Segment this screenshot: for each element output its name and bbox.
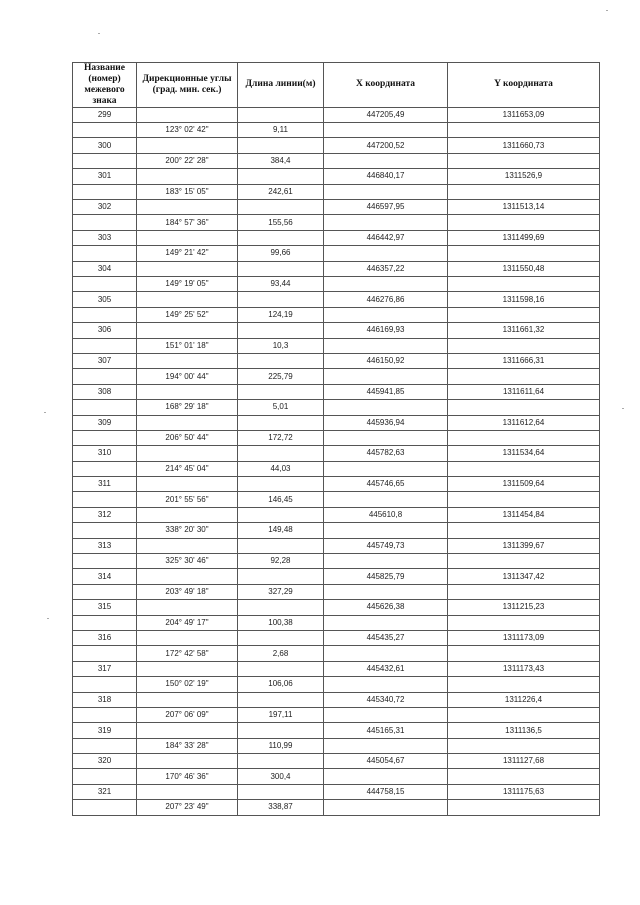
empty-cell	[238, 323, 324, 338]
y-coordinate-cell: 1311661,32	[448, 323, 600, 338]
line-length-cell: 225,79	[238, 369, 324, 384]
empty-cell	[448, 307, 600, 322]
table-row-segment	[73, 800, 600, 815]
table-row-point	[73, 630, 600, 645]
empty-cell	[448, 707, 600, 722]
table-row-segment	[73, 215, 600, 230]
x-coordinate-cell: 445746,65	[324, 477, 448, 492]
empty-cell	[448, 461, 600, 476]
x-coordinate-cell: 445825,79	[324, 569, 448, 584]
table-row-point	[73, 661, 600, 676]
line-length-cell: 338,87	[238, 800, 324, 815]
empty-cell	[448, 615, 600, 630]
empty-cell	[324, 246, 448, 261]
point-name-cell: 315	[73, 600, 137, 615]
y-coordinate-cell: 1311175,63	[448, 784, 600, 799]
direction-angle-cell: 338° 20' 30"	[137, 523, 238, 538]
table-row-segment	[73, 338, 600, 353]
line-length-cell: 384,4	[238, 153, 324, 168]
empty-cell	[448, 338, 600, 353]
table-row-point	[73, 477, 600, 492]
line-length-cell: 242,61	[238, 184, 324, 199]
empty-cell	[238, 384, 324, 399]
direction-angle-cell: 201° 55' 56"	[137, 492, 238, 507]
empty-cell	[137, 784, 238, 799]
point-name-cell: 313	[73, 538, 137, 553]
empty-cell	[73, 738, 137, 753]
x-coordinate-cell: 445432,61	[324, 661, 448, 676]
direction-angle-cell: 183° 15' 05"	[137, 184, 238, 199]
empty-cell	[137, 538, 238, 553]
line-length-cell: 99,66	[238, 246, 324, 261]
empty-cell	[73, 184, 137, 199]
y-coordinate-cell: 1311534,64	[448, 446, 600, 461]
empty-cell	[324, 369, 448, 384]
empty-cell	[238, 107, 324, 122]
empty-cell	[73, 338, 137, 353]
table-row-point	[73, 446, 600, 461]
x-coordinate-cell: 444758,15	[324, 784, 448, 799]
x-coordinate-cell: 445936,94	[324, 415, 448, 430]
x-coordinate-cell: 445054,67	[324, 754, 448, 769]
empty-cell	[137, 507, 238, 522]
x-coordinate-cell: 447200,52	[324, 138, 448, 153]
empty-cell	[238, 200, 324, 215]
empty-cell	[238, 754, 324, 769]
empty-cell	[137, 446, 238, 461]
empty-cell	[137, 692, 238, 707]
x-coordinate-cell: 445941,85	[324, 384, 448, 399]
direction-angle-cell: 207° 23' 49"	[137, 800, 238, 815]
empty-cell	[238, 292, 324, 307]
point-name-cell: 314	[73, 569, 137, 584]
x-coordinate-cell: 447205,49	[324, 107, 448, 122]
empty-cell	[137, 569, 238, 584]
line-length-cell: 327,29	[238, 584, 324, 599]
direction-angle-cell: 172° 42' 58"	[137, 646, 238, 661]
table-row-segment	[73, 153, 600, 168]
empty-cell	[448, 523, 600, 538]
direction-angle-cell: 168° 29' 18"	[137, 400, 238, 415]
x-coordinate-cell: 446357,22	[324, 261, 448, 276]
table-body	[73, 107, 600, 815]
table-row-segment	[73, 707, 600, 722]
empty-cell	[448, 800, 600, 815]
direction-angle-cell: 184° 33' 28"	[137, 738, 238, 753]
empty-cell	[238, 569, 324, 584]
direction-angle-cell: 214° 45' 04"	[137, 461, 238, 476]
empty-cell	[324, 153, 448, 168]
table-row-point	[73, 723, 600, 738]
point-name-cell: 306	[73, 323, 137, 338]
header-line-length: Длина линии(м)	[238, 63, 324, 108]
point-name-cell: 302	[73, 200, 137, 215]
table-row-point	[73, 692, 600, 707]
table-row-segment	[73, 307, 600, 322]
point-name-cell: 319	[73, 723, 137, 738]
point-name-cell: 316	[73, 630, 137, 645]
empty-cell	[137, 630, 238, 645]
empty-cell	[238, 507, 324, 522]
empty-cell	[137, 754, 238, 769]
empty-cell	[73, 461, 137, 476]
y-coordinate-cell: 1311499,69	[448, 230, 600, 245]
table-row-segment	[73, 184, 600, 199]
header-y-coordinate: Y координата	[448, 63, 600, 108]
empty-cell	[324, 677, 448, 692]
table-row-segment	[73, 276, 600, 291]
empty-cell	[73, 523, 137, 538]
y-coordinate-cell: 1311653,09	[448, 107, 600, 122]
point-name-cell: 303	[73, 230, 137, 245]
y-coordinate-cell: 1311226,4	[448, 692, 600, 707]
y-coordinate-cell: 1311513,14	[448, 200, 600, 215]
point-name-cell: 317	[73, 661, 137, 676]
y-coordinate-cell: 1311509,64	[448, 477, 600, 492]
table-row-segment	[73, 554, 600, 569]
empty-cell	[238, 415, 324, 430]
empty-cell	[238, 446, 324, 461]
empty-cell	[73, 800, 137, 815]
empty-cell	[238, 261, 324, 276]
empty-cell	[73, 307, 137, 322]
table-row-segment	[73, 738, 600, 753]
empty-cell	[137, 661, 238, 676]
y-coordinate-cell: 1311127,68	[448, 754, 600, 769]
table-row-segment	[73, 646, 600, 661]
table-row-segment	[73, 769, 600, 784]
empty-cell	[238, 477, 324, 492]
empty-cell	[448, 400, 600, 415]
direction-angle-cell: 203° 49' 18"	[137, 584, 238, 599]
empty-cell	[137, 169, 238, 184]
direction-angle-cell: 150° 02' 19"	[137, 677, 238, 692]
empty-cell	[448, 276, 600, 291]
direction-angle-cell: 151° 01' 18"	[137, 338, 238, 353]
empty-cell	[324, 461, 448, 476]
empty-cell	[448, 677, 600, 692]
line-length-cell: 172,72	[238, 430, 324, 445]
direction-angle-cell: 149° 19' 05"	[137, 276, 238, 291]
table-row-segment	[73, 523, 600, 538]
empty-cell	[137, 415, 238, 430]
empty-cell	[137, 353, 238, 368]
empty-cell	[448, 369, 600, 384]
empty-cell	[73, 123, 137, 138]
table-row-point	[73, 200, 600, 215]
point-name-cell: 304	[73, 261, 137, 276]
empty-cell	[448, 246, 600, 261]
line-length-cell: 149,48	[238, 523, 324, 538]
point-name-cell: 307	[73, 353, 137, 368]
point-name-cell: 305	[73, 292, 137, 307]
table-row-segment	[73, 492, 600, 507]
point-name-cell: 312	[73, 507, 137, 522]
y-coordinate-cell: 1311660,73	[448, 138, 600, 153]
direction-angle-cell: 206° 50' 44"	[137, 430, 238, 445]
table-row-point	[73, 507, 600, 522]
empty-cell	[137, 323, 238, 338]
empty-cell	[324, 800, 448, 815]
header-point-name: Название (номер) межевого знака	[73, 63, 137, 108]
empty-cell	[73, 677, 137, 692]
empty-cell	[137, 261, 238, 276]
line-length-cell: 110,99	[238, 738, 324, 753]
table-row-segment	[73, 246, 600, 261]
x-coordinate-cell: 446276,86	[324, 292, 448, 307]
direction-angle-cell: 184° 57' 36"	[137, 215, 238, 230]
empty-cell	[324, 123, 448, 138]
line-length-cell: 300,4	[238, 769, 324, 784]
y-coordinate-cell: 1311399,67	[448, 538, 600, 553]
direction-angle-cell: 200° 22' 28"	[137, 153, 238, 168]
empty-cell	[73, 400, 137, 415]
table-row-point	[73, 538, 600, 553]
table-row-segment	[73, 584, 600, 599]
empty-cell	[324, 400, 448, 415]
direction-angle-cell: 194° 00' 44"	[137, 369, 238, 384]
empty-cell	[73, 430, 137, 445]
empty-cell	[137, 723, 238, 738]
table-row-point	[73, 107, 600, 122]
point-name-cell: 301	[73, 169, 137, 184]
x-coordinate-cell: 445782,63	[324, 446, 448, 461]
table-row-point	[73, 230, 600, 245]
empty-cell	[73, 707, 137, 722]
empty-cell	[324, 276, 448, 291]
empty-cell	[324, 492, 448, 507]
line-length-cell: 10,3	[238, 338, 324, 353]
empty-cell	[324, 554, 448, 569]
point-name-cell: 310	[73, 446, 137, 461]
table-row-point	[73, 261, 600, 276]
empty-cell	[324, 523, 448, 538]
table-row-point	[73, 169, 600, 184]
direction-angle-cell: 204° 49' 17"	[137, 615, 238, 630]
empty-cell	[324, 738, 448, 753]
scan-speck	[606, 10, 608, 11]
line-length-cell: 106,06	[238, 677, 324, 692]
empty-cell	[324, 184, 448, 199]
empty-cell	[238, 630, 324, 645]
scan-speck	[44, 412, 46, 413]
empty-cell	[324, 338, 448, 353]
empty-cell	[137, 200, 238, 215]
y-coordinate-cell: 1311136,5	[448, 723, 600, 738]
y-coordinate-cell: 1311598,16	[448, 292, 600, 307]
line-length-cell: 5,01	[238, 400, 324, 415]
empty-cell	[448, 646, 600, 661]
direction-angle-cell: 325° 30' 46"	[137, 554, 238, 569]
y-coordinate-cell: 1311550,48	[448, 261, 600, 276]
empty-cell	[238, 692, 324, 707]
table-row-point	[73, 384, 600, 399]
line-length-cell: 2,68	[238, 646, 324, 661]
x-coordinate-cell: 445749,73	[324, 538, 448, 553]
empty-cell	[238, 723, 324, 738]
x-coordinate-cell: 446150,92	[324, 353, 448, 368]
table-row-segment	[73, 400, 600, 415]
table-row-segment	[73, 615, 600, 630]
empty-cell	[73, 769, 137, 784]
empty-cell	[238, 784, 324, 799]
empty-cell	[448, 769, 600, 784]
empty-cell	[448, 430, 600, 445]
point-name-cell: 321	[73, 784, 137, 799]
direction-angle-cell: 123° 02' 42"	[137, 123, 238, 138]
empty-cell	[448, 492, 600, 507]
empty-cell	[137, 477, 238, 492]
point-name-cell: 320	[73, 754, 137, 769]
empty-cell	[448, 554, 600, 569]
table-row-segment	[73, 369, 600, 384]
empty-cell	[238, 538, 324, 553]
point-name-cell: 300	[73, 138, 137, 153]
empty-cell	[73, 492, 137, 507]
coordinates-table	[72, 62, 600, 816]
empty-cell	[238, 661, 324, 676]
empty-cell	[238, 138, 324, 153]
empty-cell	[73, 153, 137, 168]
line-length-cell: 146,45	[238, 492, 324, 507]
empty-cell	[238, 353, 324, 368]
table-row-point	[73, 784, 600, 799]
line-length-cell: 93,44	[238, 276, 324, 291]
empty-cell	[73, 554, 137, 569]
empty-cell	[137, 292, 238, 307]
empty-cell	[238, 230, 324, 245]
scan-speck	[47, 618, 49, 619]
table-row-point	[73, 569, 600, 584]
table-row-point	[73, 754, 600, 769]
x-coordinate-cell: 446442,97	[324, 230, 448, 245]
empty-cell	[448, 184, 600, 199]
empty-cell	[137, 107, 238, 122]
line-length-cell: 155,56	[238, 215, 324, 230]
header-direction-angle: Дирекционные углы (град. мин. сек.)	[137, 63, 238, 108]
table-row-segment	[73, 677, 600, 692]
y-coordinate-cell: 1311215,23	[448, 600, 600, 615]
y-coordinate-cell: 1311666,31	[448, 353, 600, 368]
line-length-cell: 9,11	[238, 123, 324, 138]
line-length-cell: 197,11	[238, 707, 324, 722]
point-name-cell: 309	[73, 415, 137, 430]
line-length-cell: 92,28	[238, 554, 324, 569]
empty-cell	[324, 646, 448, 661]
point-name-cell: 311	[73, 477, 137, 492]
empty-cell	[448, 153, 600, 168]
point-name-cell: 308	[73, 384, 137, 399]
x-coordinate-cell: 446597,95	[324, 200, 448, 215]
empty-cell	[238, 600, 324, 615]
empty-cell	[137, 600, 238, 615]
empty-cell	[324, 215, 448, 230]
x-coordinate-cell: 446169,93	[324, 323, 448, 338]
table-row-point	[73, 353, 600, 368]
y-coordinate-cell: 1311454,84	[448, 507, 600, 522]
table-header-row	[73, 63, 600, 108]
x-coordinate-cell: 445435,27	[324, 630, 448, 645]
empty-cell	[73, 584, 137, 599]
empty-cell	[448, 738, 600, 753]
empty-cell	[324, 769, 448, 784]
line-length-cell: 124,19	[238, 307, 324, 322]
x-coordinate-cell: 446840,17	[324, 169, 448, 184]
empty-cell	[73, 276, 137, 291]
table-row-point	[73, 415, 600, 430]
empty-cell	[73, 246, 137, 261]
direction-angle-cell: 170° 46' 36"	[137, 769, 238, 784]
point-name-cell: 299	[73, 107, 137, 122]
y-coordinate-cell: 1311526,9	[448, 169, 600, 184]
direction-angle-cell: 149° 21' 42"	[137, 246, 238, 261]
empty-cell	[324, 707, 448, 722]
scan-speck	[622, 408, 624, 409]
empty-cell	[324, 307, 448, 322]
empty-cell	[448, 215, 600, 230]
empty-cell	[73, 369, 137, 384]
header-x-coordinate: X координата	[324, 63, 448, 108]
empty-cell	[238, 169, 324, 184]
empty-cell	[324, 584, 448, 599]
point-name-cell: 318	[73, 692, 137, 707]
table-row-segment	[73, 430, 600, 445]
table-row-segment	[73, 461, 600, 476]
direction-angle-cell: 149° 25' 52"	[137, 307, 238, 322]
direction-angle-cell: 207° 06' 09"	[137, 707, 238, 722]
empty-cell	[137, 230, 238, 245]
x-coordinate-cell: 445610,8	[324, 507, 448, 522]
table-row-point	[73, 292, 600, 307]
line-length-cell: 100,38	[238, 615, 324, 630]
empty-cell	[137, 384, 238, 399]
table-row-point	[73, 323, 600, 338]
y-coordinate-cell: 1311611,64	[448, 384, 600, 399]
x-coordinate-cell: 445340,72	[324, 692, 448, 707]
empty-cell	[73, 215, 137, 230]
empty-cell	[324, 615, 448, 630]
y-coordinate-cell: 1311347,42	[448, 569, 600, 584]
empty-cell	[137, 138, 238, 153]
empty-cell	[448, 584, 600, 599]
empty-cell	[73, 646, 137, 661]
empty-cell	[324, 430, 448, 445]
y-coordinate-cell: 1311173,09	[448, 630, 600, 645]
table-row-point	[73, 600, 600, 615]
table-row-point	[73, 138, 600, 153]
x-coordinate-cell: 445626,38	[324, 600, 448, 615]
empty-cell	[448, 123, 600, 138]
table-row-segment	[73, 123, 600, 138]
x-coordinate-cell: 445165,31	[324, 723, 448, 738]
scan-speck	[98, 33, 100, 34]
line-length-cell: 44,03	[238, 461, 324, 476]
empty-cell	[73, 615, 137, 630]
y-coordinate-cell: 1311173,43	[448, 661, 600, 676]
y-coordinate-cell: 1311612,64	[448, 415, 600, 430]
